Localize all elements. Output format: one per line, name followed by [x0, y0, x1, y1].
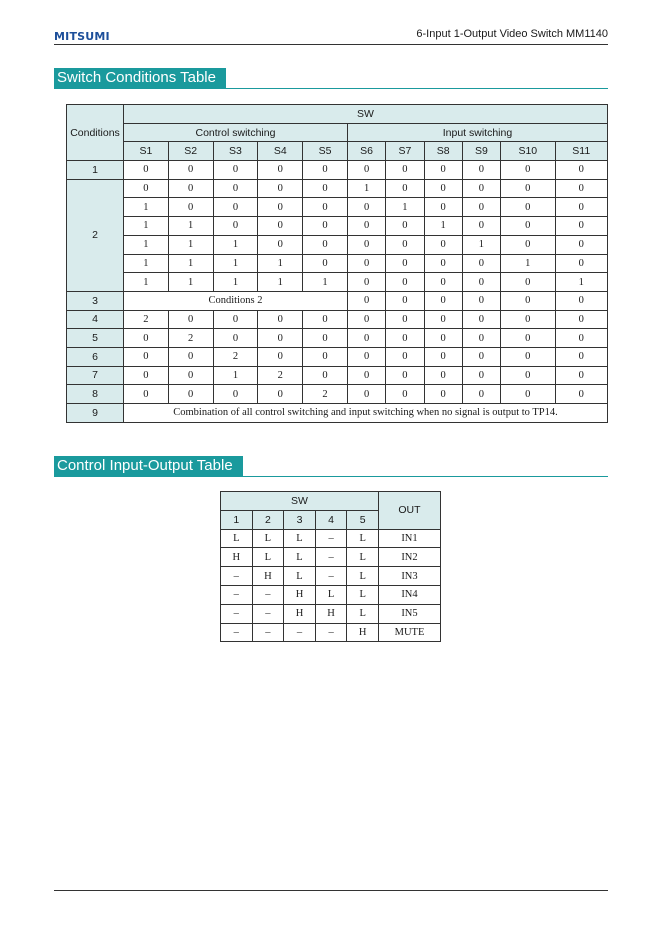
- table-cell: 0: [347, 291, 385, 310]
- switch-conditions-table: [66, 104, 608, 423]
- table-cell: 0: [462, 198, 500, 217]
- table-cell: 0: [501, 235, 555, 254]
- table-cell: 0: [462, 366, 500, 385]
- table-row: [67, 235, 608, 254]
- table-cell: 1: [303, 273, 348, 292]
- table-cell: 0: [168, 161, 213, 180]
- table-cell: 0: [462, 273, 500, 292]
- condition-number: 6: [67, 347, 124, 366]
- table-row: [67, 310, 608, 329]
- table-cell: 0: [501, 366, 555, 385]
- footer-divider: [54, 890, 608, 891]
- table-cell: 0: [386, 366, 424, 385]
- table-cell: 0: [501, 217, 555, 236]
- table-cell: 1: [213, 273, 258, 292]
- table-row: [67, 198, 608, 217]
- condition-number: 8: [67, 385, 124, 404]
- table-cell: L: [284, 548, 316, 567]
- table-row: [221, 623, 441, 642]
- column-header: S11: [555, 142, 607, 161]
- table-cell: 0: [462, 291, 500, 310]
- table-cell: 0: [258, 310, 303, 329]
- table-cell: 0: [213, 198, 258, 217]
- table-cell: 2: [124, 310, 169, 329]
- table-cell: L: [221, 529, 253, 548]
- table-row: [67, 385, 608, 404]
- table-cell: 0: [501, 198, 555, 217]
- table-cell: 1: [213, 366, 258, 385]
- table-cell: 0: [124, 329, 169, 348]
- table-cell: 1: [124, 198, 169, 217]
- table-cell: 0: [501, 385, 555, 404]
- table-cell: 2: [213, 347, 258, 366]
- table-cell: 0: [424, 291, 462, 310]
- table-cell: 0: [424, 161, 462, 180]
- table-cell: 2: [258, 366, 303, 385]
- merged-cell: Conditions 2: [124, 291, 348, 310]
- table-cell: 0: [347, 347, 385, 366]
- table-cell: 1: [168, 235, 213, 254]
- table-cell: L: [347, 585, 379, 604]
- control-io-table: [220, 491, 441, 642]
- table-cell: 0: [303, 217, 348, 236]
- table-cell: 0: [501, 273, 555, 292]
- table-cell: L: [284, 567, 316, 586]
- table-cell: 1: [462, 235, 500, 254]
- table-cell: 0: [462, 347, 500, 366]
- table-cell: 0: [347, 385, 385, 404]
- table-cell: 0: [124, 179, 169, 198]
- table-cell: 1: [555, 273, 607, 292]
- table-cell: H: [315, 604, 347, 623]
- table-cell: 0: [347, 310, 385, 329]
- condition-number: 9: [67, 404, 124, 423]
- table-row: [67, 329, 608, 348]
- table-cell: 0: [124, 385, 169, 404]
- table-cell: 0: [213, 310, 258, 329]
- table-cell: 1: [213, 235, 258, 254]
- output-cell: IN5: [378, 604, 440, 623]
- table-cell: 0: [124, 366, 169, 385]
- table-cell: H: [284, 604, 316, 623]
- table-cell: 0: [386, 179, 424, 198]
- table-cell: H: [252, 567, 284, 586]
- table-cell: –: [315, 529, 347, 548]
- column-header: 3: [284, 510, 316, 529]
- table-cell: 0: [424, 329, 462, 348]
- table-cell: 0: [168, 198, 213, 217]
- table-cell: –: [252, 604, 284, 623]
- table-cell: 1: [168, 217, 213, 236]
- table-cell: 0: [258, 179, 303, 198]
- table-cell: 0: [303, 366, 348, 385]
- table-cell: 0: [347, 198, 385, 217]
- column-header: S3: [213, 142, 258, 161]
- table-cell: –: [284, 623, 316, 642]
- table-cell: –: [221, 623, 253, 642]
- table-cell: 0: [347, 329, 385, 348]
- table-cell: 0: [424, 198, 462, 217]
- table-cell: H: [284, 585, 316, 604]
- table-row: [67, 217, 608, 236]
- table-row: [221, 548, 441, 567]
- table-cell: 0: [424, 366, 462, 385]
- table-cell: 0: [462, 179, 500, 198]
- header-divider: [54, 44, 608, 45]
- table-cell: 0: [347, 235, 385, 254]
- table-cell: 0: [501, 291, 555, 310]
- table-row: [67, 179, 608, 198]
- table-cell: 1: [168, 254, 213, 273]
- table-cell: 0: [424, 310, 462, 329]
- table-cell: 0: [555, 254, 607, 273]
- table-cell: –: [252, 585, 284, 604]
- condition-number: 7: [67, 366, 124, 385]
- table-cell: 0: [462, 161, 500, 180]
- table-cell: 0: [555, 366, 607, 385]
- table-cell: 0: [303, 329, 348, 348]
- table-cell: 0: [168, 385, 213, 404]
- table-cell: –: [315, 548, 347, 567]
- table-cell: 0: [124, 347, 169, 366]
- column-header: S9: [462, 142, 500, 161]
- column-header: 2: [252, 510, 284, 529]
- output-cell: IN3: [378, 567, 440, 586]
- table-cell: 2: [168, 329, 213, 348]
- table-cell: –: [221, 585, 253, 604]
- table-cell: 0: [386, 273, 424, 292]
- table-cell: 0: [347, 273, 385, 292]
- table-cell: 0: [555, 235, 607, 254]
- table-cell: 1: [386, 198, 424, 217]
- table-cell: 0: [213, 385, 258, 404]
- column-header: S5: [303, 142, 348, 161]
- table-cell: 0: [258, 235, 303, 254]
- column-header: S2: [168, 142, 213, 161]
- table-cell: 0: [424, 347, 462, 366]
- table-cell: 0: [386, 310, 424, 329]
- table-cell: 0: [555, 385, 607, 404]
- conditions-header: Conditions: [67, 105, 124, 161]
- table-cell: –: [221, 604, 253, 623]
- table-cell: L: [284, 529, 316, 548]
- table-cell: 0: [386, 254, 424, 273]
- table-cell: 0: [213, 329, 258, 348]
- table-cell: 0: [555, 347, 607, 366]
- column-header: S8: [424, 142, 462, 161]
- table-cell: 1: [124, 235, 169, 254]
- table-cell: H: [347, 623, 379, 642]
- table-cell: 0: [168, 179, 213, 198]
- table-cell: 0: [347, 254, 385, 273]
- table-row: [67, 161, 608, 180]
- table-cell: 0: [258, 385, 303, 404]
- table-cell: 0: [462, 217, 500, 236]
- table-cell: H: [221, 548, 253, 567]
- table-row: [221, 567, 441, 586]
- table-cell: 0: [386, 347, 424, 366]
- table-cell: 0: [501, 329, 555, 348]
- table-cell: 0: [213, 161, 258, 180]
- table-cell: 0: [555, 291, 607, 310]
- table-cell: 0: [462, 310, 500, 329]
- table-row: [67, 254, 608, 273]
- table-cell: 0: [168, 366, 213, 385]
- table-cell: 0: [303, 179, 348, 198]
- table-cell: 0: [424, 254, 462, 273]
- document-title: 6-Input 1-Output Video Switch MM1140: [416, 28, 608, 40]
- column-header: 4: [315, 510, 347, 529]
- table-cell: 0: [124, 161, 169, 180]
- table-cell: 1: [424, 217, 462, 236]
- column-header: S1: [124, 142, 169, 161]
- table-cell: 0: [347, 217, 385, 236]
- table-cell: 1: [124, 254, 169, 273]
- table-cell: 0: [386, 291, 424, 310]
- table-cell: 0: [501, 347, 555, 366]
- table-cell: 0: [303, 310, 348, 329]
- table-cell: 0: [258, 161, 303, 180]
- column-header: 1: [221, 510, 253, 529]
- table-cell: 0: [462, 329, 500, 348]
- table-cell: 1: [124, 217, 169, 236]
- condition-number: 1: [67, 161, 124, 180]
- table-cell: 0: [386, 385, 424, 404]
- table-cell: 0: [424, 385, 462, 404]
- table-cell: 0: [424, 273, 462, 292]
- output-cell: IN4: [378, 585, 440, 604]
- input-switching-header: Input switching: [347, 123, 607, 142]
- table-cell: 0: [168, 310, 213, 329]
- table-cell: 0: [303, 198, 348, 217]
- table-cell: 0: [501, 179, 555, 198]
- out-header: OUT: [378, 492, 440, 530]
- table-cell: 0: [303, 254, 348, 273]
- brand-logo: MITSUMI: [54, 30, 110, 43]
- table-cell: 0: [213, 179, 258, 198]
- table-cell: 0: [501, 161, 555, 180]
- output-cell: IN2: [378, 548, 440, 567]
- table-cell: 0: [555, 179, 607, 198]
- table-cell: 0: [168, 347, 213, 366]
- table-cell: –: [221, 567, 253, 586]
- section-heading-control-io: [54, 456, 608, 477]
- section-heading-switch-conditions: [54, 68, 608, 89]
- table-cell: 0: [258, 217, 303, 236]
- table-cell: 0: [386, 235, 424, 254]
- condition-number: 4: [67, 310, 124, 329]
- table-cell: 0: [462, 254, 500, 273]
- table-cell: 0: [555, 329, 607, 348]
- table-cell: 0: [424, 235, 462, 254]
- table-cell: 0: [347, 366, 385, 385]
- table-cell: 0: [424, 179, 462, 198]
- table-row: [67, 366, 608, 385]
- table-cell: L: [252, 548, 284, 567]
- table-cell: 0: [462, 385, 500, 404]
- table-cell: 0: [386, 161, 424, 180]
- condition-number: 2: [67, 179, 124, 291]
- table-cell: 0: [555, 198, 607, 217]
- table-cell: 0: [501, 310, 555, 329]
- table-cell: 0: [555, 217, 607, 236]
- table-cell: 0: [303, 347, 348, 366]
- table-cell: 0: [347, 161, 385, 180]
- table-cell: L: [347, 529, 379, 548]
- column-header: S6: [347, 142, 385, 161]
- table-cell: 0: [213, 217, 258, 236]
- table-row: [67, 273, 608, 292]
- control-switching-header: Control switching: [124, 123, 348, 142]
- table-cell: 0: [258, 198, 303, 217]
- table-cell: L: [315, 585, 347, 604]
- table-cell: –: [315, 623, 347, 642]
- table-cell: 0: [386, 217, 424, 236]
- output-cell: MUTE: [378, 623, 440, 642]
- table-row: [221, 585, 441, 604]
- table-cell: 0: [555, 310, 607, 329]
- section-title: Control Input-Output Table: [54, 456, 243, 476]
- table-cell: 0: [555, 161, 607, 180]
- table-cell: 1: [501, 254, 555, 273]
- column-header: S7: [386, 142, 424, 161]
- table-cell: 1: [213, 254, 258, 273]
- table-cell: 1: [124, 273, 169, 292]
- sw-header: SW: [124, 105, 608, 124]
- table-cell: 0: [303, 161, 348, 180]
- table-cell: 0: [258, 329, 303, 348]
- output-cell: IN1: [378, 529, 440, 548]
- condition-number: 5: [67, 329, 124, 348]
- column-header: S10: [501, 142, 555, 161]
- table-cell: 1: [168, 273, 213, 292]
- section-title: Switch Conditions Table: [54, 68, 226, 88]
- table-cell: –: [252, 623, 284, 642]
- table-cell: 1: [347, 179, 385, 198]
- table-cell: L: [347, 548, 379, 567]
- table-row: [221, 604, 441, 623]
- table-cell: –: [315, 567, 347, 586]
- table-row: [67, 291, 608, 310]
- table-cell: L: [347, 604, 379, 623]
- condition-number: 3: [67, 291, 124, 310]
- column-header: 5: [347, 510, 379, 529]
- table-cell: 1: [258, 254, 303, 273]
- table-row: [67, 404, 608, 423]
- table-row: [67, 347, 608, 366]
- table-cell: 0: [258, 347, 303, 366]
- table-cell: 1: [258, 273, 303, 292]
- table-cell: L: [347, 567, 379, 586]
- table-cell: 0: [386, 329, 424, 348]
- table-row: [221, 529, 441, 548]
- column-header: S4: [258, 142, 303, 161]
- table-cell: L: [252, 529, 284, 548]
- table-cell: 0: [303, 235, 348, 254]
- table-cell: 2: [303, 385, 348, 404]
- sw-header: SW: [221, 492, 379, 511]
- merged-cell: Combination of all control switching and input switching when no signal is output to TP14.: [124, 404, 608, 423]
